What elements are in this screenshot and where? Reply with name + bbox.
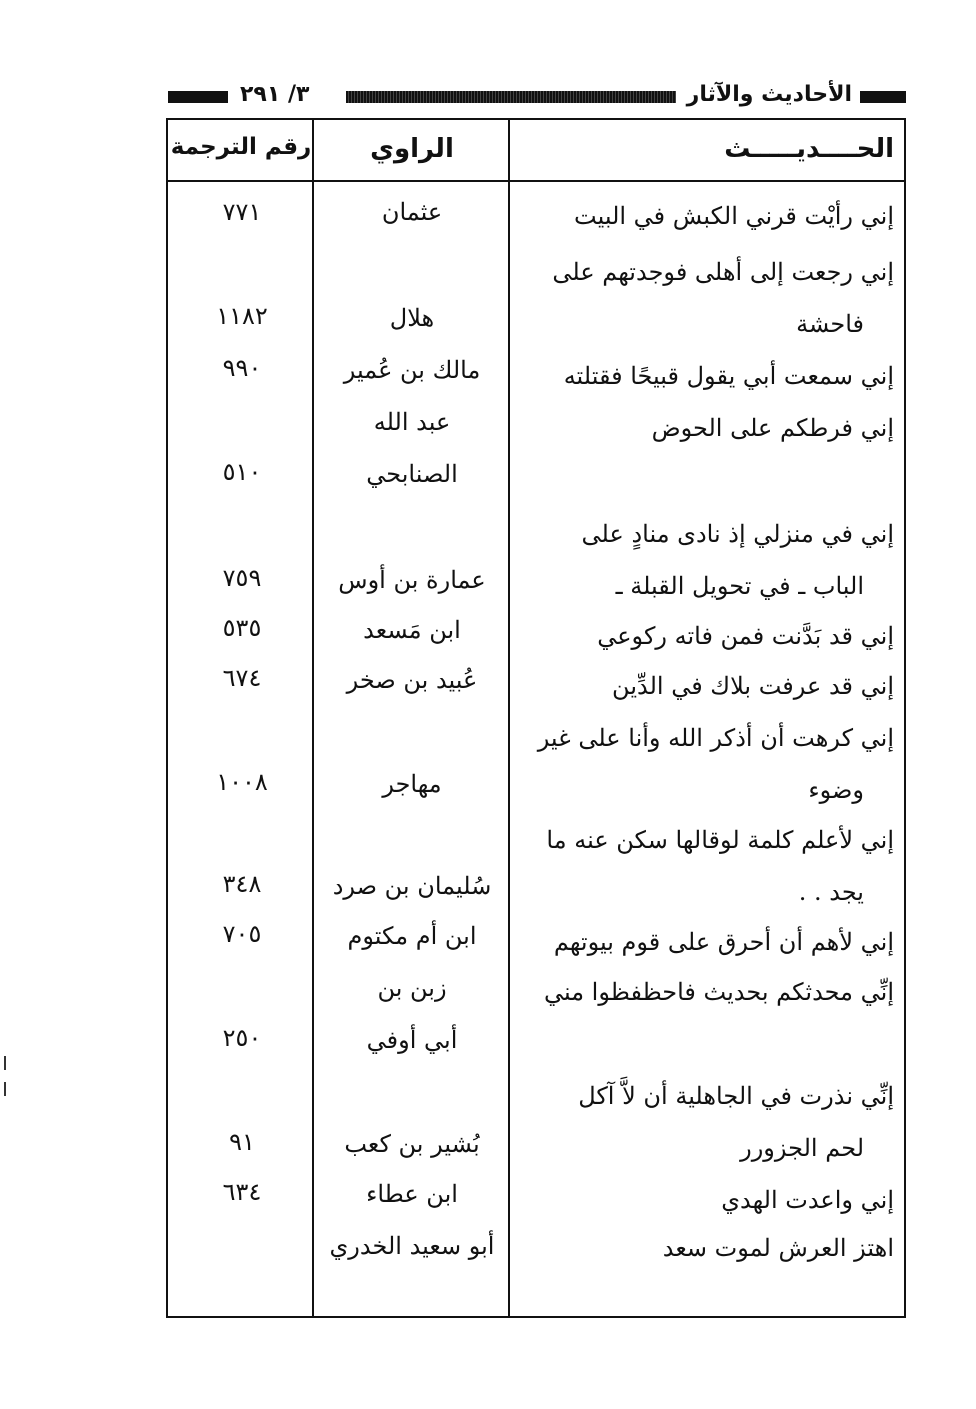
rawi-name: عبد الله (373, 408, 451, 436)
rawi-name: مهاجر (382, 770, 442, 798)
translation-number: ٣٤٨ (222, 870, 262, 898)
translation-number: ٥١٠ (222, 458, 262, 486)
rawi-name: ابن أم مكتوم (347, 922, 477, 950)
translation-number: ٥٣٥ (222, 614, 262, 642)
hadith-text-continued: الباب ـ في تحويل القبلة ـ (615, 572, 864, 600)
rawi-name-continued: أبي أوفي (366, 1026, 458, 1054)
translation-number: ١١٨٢ (216, 302, 268, 330)
hadith-text: إنِّي محدثكم بحديث فاحظفظوا مني (543, 978, 894, 1006)
scan-mark (4, 1056, 6, 1070)
hadith-text: إني فرطكم على الحوض (651, 414, 894, 442)
hadith-text: إني رأيْت قرني الكبش في البيت (574, 202, 894, 230)
hadith-text: إني قد بَدَّنت فمن فاته ركوعي (597, 622, 894, 650)
hadith-text: إني في منزلي إذ نادى منادٍ على (581, 520, 894, 548)
rawi-name-continued: الصنابحي (366, 460, 458, 488)
rawi-name: هلال (389, 304, 435, 332)
rawi-name: أبو سعيد الخدري (329, 1232, 495, 1260)
header-bar-left (168, 91, 228, 103)
hadith-text: إني رجعت إلى أهلى فوجدتهم على (552, 258, 894, 286)
translation-number: ٧٠٥ (222, 920, 262, 948)
translation-number: ٧٧١ (222, 198, 262, 226)
rawi-name: مالك بن عُمير (343, 356, 481, 384)
translation-number: ٢٥٠ (222, 1024, 262, 1052)
rawi-name: عُبيد بن صخر (346, 666, 478, 694)
rawi-name: عمارة بن أوس (338, 566, 486, 594)
translation-number: ٦٧٤ (222, 664, 262, 692)
rawi-name: ابن عطاء (366, 1180, 458, 1208)
header-rule (168, 180, 904, 182)
hadith-text-continued: لحم الجزورر (740, 1134, 864, 1162)
header-page-ref: ٣/ ٢٩١ (234, 82, 315, 107)
hadith-text-continued: وضوء (808, 776, 864, 804)
column-header-rawi: الراوي (370, 134, 454, 164)
hadith-text-continued: يجد . . (798, 878, 864, 906)
hadith-table (166, 118, 906, 1318)
rawi-name: بُشير بن كعب (344, 1130, 480, 1158)
hadith-text: إني سمعت أبي يقول قبيحًا فقتلته (563, 362, 894, 390)
running-header (168, 82, 906, 112)
hadith-text: إني كرهت أن أذكر الله وأنا على غير (537, 724, 894, 752)
translation-number: ٧٥٩ (222, 564, 262, 592)
column-header-hadith: الحــــديـــــث (724, 134, 894, 164)
column-header-number: رقم الترجمة (170, 134, 312, 160)
hadith-text: إني واعدت الهدي (721, 1186, 894, 1214)
header-title: الأحاديث والآثار (681, 82, 858, 107)
rawi-name: عثمان (381, 198, 443, 226)
hadith-text: إنِّي نذرت في الجاهلية أن لاَّ آكل (578, 1082, 894, 1110)
rawi-name: زبن بن (377, 974, 447, 1002)
hadith-text: اهتز العرش لموت سعد (662, 1234, 894, 1262)
hadith-text-continued: فاحشة (796, 310, 864, 338)
translation-number: ٩٩٠ (222, 354, 262, 382)
hadith-text: إني لأهم أن أحرق على قوم بيوتهم (553, 928, 894, 956)
hadith-text: إني لأعلم كلمة لوقالها سكن عنه ما (546, 826, 894, 854)
header-bar-middle (346, 91, 676, 103)
translation-number: ٩١ (229, 1128, 255, 1156)
rawi-name: ابن مَسعد (363, 616, 461, 644)
translation-number: ١٠٠٨ (216, 768, 268, 796)
rawi-name: سُليمان بن صرد (332, 872, 492, 900)
hadith-text: إني قد عرفت بلاك في الدِّين (612, 672, 894, 700)
header-bar-right (860, 91, 906, 103)
translation-number: ٦٣٤ (222, 1178, 262, 1206)
scan-mark (4, 1082, 6, 1096)
